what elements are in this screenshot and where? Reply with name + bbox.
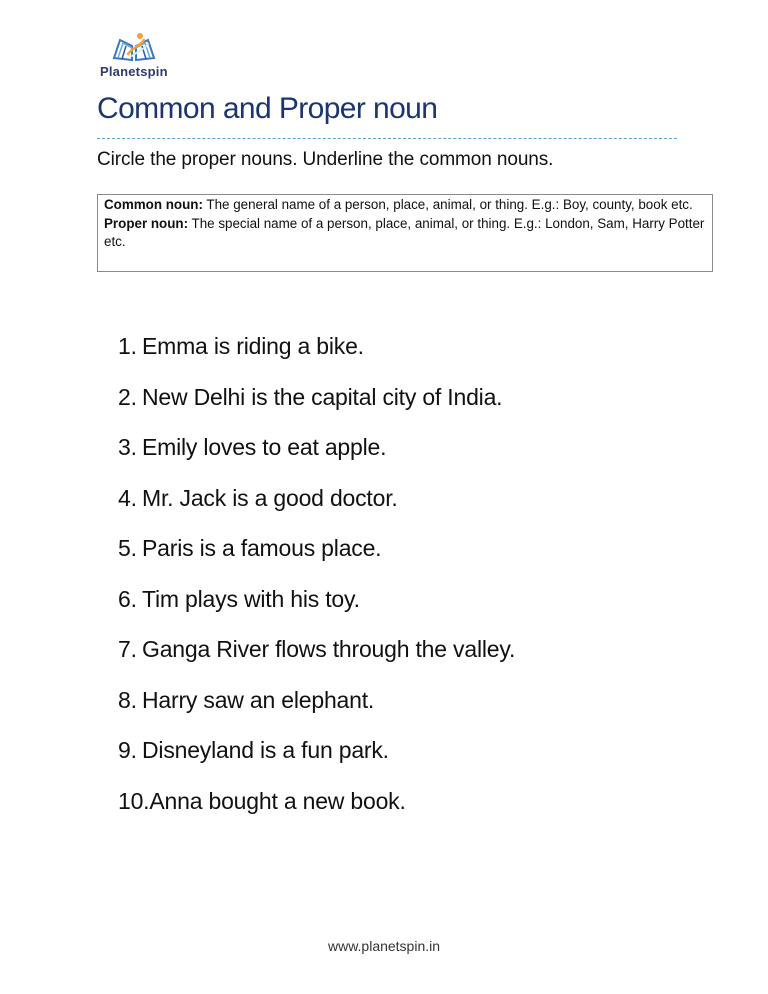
question-item (118, 684, 515, 735)
question-item (118, 330, 515, 381)
question-number: 1. (118, 333, 137, 359)
brand-name: Planetspin (100, 64, 168, 79)
question-number: 7. (118, 636, 137, 662)
question-number: 3. (118, 434, 137, 460)
question-item (118, 633, 515, 684)
question-text: Emily loves to eat apple. (142, 434, 387, 460)
question-text: Ganga River flows through the valley. (142, 636, 516, 662)
question-text: Paris is a famous place. (142, 535, 382, 561)
question-text: Anna bought a new book. (149, 787, 406, 814)
proper-noun-term: Proper noun: (104, 215, 189, 231)
question-text: Emma is riding a bike. (142, 333, 364, 359)
question-list (118, 330, 515, 835)
question-text: Tim plays with his toy. (142, 585, 360, 612)
question-item (118, 785, 515, 836)
page-title: Common and Proper noun (97, 92, 438, 125)
question-text: Harry saw an elephant. (142, 686, 375, 713)
planetspin-logo (98, 30, 172, 82)
question-text: Disneyland is a fun park. (142, 737, 389, 763)
proper-noun-text: The special name of a person, place, animal, or thing. E.g.: London, Sam, Harry Potter etc. (104, 215, 705, 249)
question-number: 4. (118, 484, 137, 511)
question-item (118, 431, 515, 482)
definitions-box (97, 194, 713, 272)
question-number: 6. (118, 585, 137, 612)
question-number: 10. (118, 787, 150, 814)
question-text: New Delhi is the capital city of India. (142, 383, 503, 410)
common-noun-definition (104, 196, 706, 215)
question-item (118, 583, 515, 634)
title-divider (97, 138, 677, 139)
question-item (118, 482, 515, 533)
question-number: 8. (118, 686, 137, 713)
common-noun-text: The general name of a person, place, animal, or thing. E.g.: Boy, county, book etc. (202, 197, 693, 212)
common-noun-term: Common noun: (104, 197, 203, 212)
question-item (118, 734, 515, 785)
footer-url: www.planetspin.in (327, 938, 441, 954)
proper-noun-definition (104, 215, 706, 252)
question-number: 9. (118, 737, 137, 763)
question-number: 2. (118, 383, 137, 410)
question-item (118, 532, 515, 583)
question-text: Mr. Jack is a good doctor. (142, 484, 398, 511)
open-book-with-figure-icon (110, 32, 158, 62)
instruction-text: Circle the proper nouns. Underline the common nouns. (97, 149, 554, 170)
question-item (118, 381, 515, 432)
question-number: 5. (118, 535, 137, 561)
